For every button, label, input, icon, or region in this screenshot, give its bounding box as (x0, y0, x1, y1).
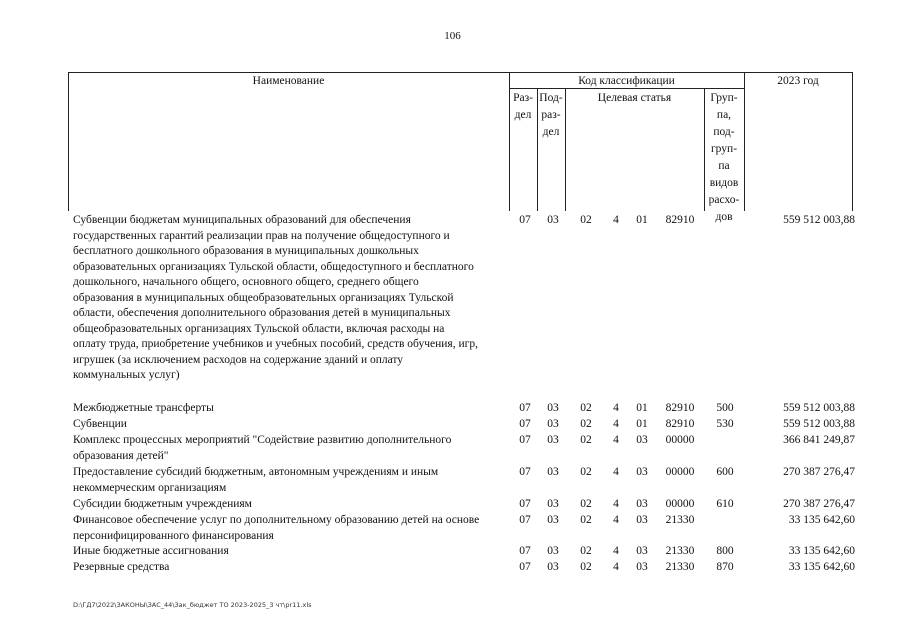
row-expense-group: 800 (716, 545, 734, 557)
row-razdel: 07 (519, 214, 531, 226)
row-amount: 33 135 642,60 (788, 514, 855, 526)
row-target-direction: 82910 (665, 402, 695, 414)
row-razdel: 07 (519, 418, 531, 430)
row-razdel: 07 (519, 434, 531, 446)
file-path-footer: D:\ГД7\2022\ЗАКОНЫ\ЗАС_44\Зак_бюджет ТО 2023-2025_3 чт\pr11.xls (73, 601, 312, 609)
row-target-type: 4 (613, 434, 619, 446)
row-target-type: 4 (613, 561, 619, 573)
row-podrazdel: 03 (547, 214, 559, 226)
row-target-event: 03 (636, 545, 648, 557)
row-podrazdel: 03 (547, 545, 559, 557)
row-target-program: 02 (580, 418, 592, 430)
row-razdel: 07 (519, 402, 531, 414)
row-amount: 270 387 276,47 (783, 466, 855, 478)
row-podrazdel: 03 (547, 434, 559, 446)
row-target-event: 03 (636, 498, 648, 510)
row-name: Финансовое обеспечение услуг по дополнительному образованию детей на основе персонифицированного финансирования (73, 514, 480, 542)
row-name: Резервные средства (73, 561, 170, 573)
row-target-event: 01 (636, 214, 648, 226)
row-target-direction: 00000 (665, 498, 695, 510)
row-amount: 559 512 003,88 (783, 418, 855, 430)
header-year: 2023 год (777, 75, 819, 87)
row-expense-group: 530 (716, 418, 734, 430)
row-razdel: 07 (519, 498, 531, 510)
row-target-program: 02 (580, 434, 592, 446)
header-podrazdel: Под- раз- дел (539, 92, 563, 138)
row-target-type: 4 (613, 402, 619, 414)
row-target-program: 02 (580, 214, 592, 226)
row-podrazdel: 03 (547, 418, 559, 430)
row-target-direction: 82910 (665, 214, 695, 226)
row-target-direction: 00000 (665, 434, 695, 446)
row-razdel: 07 (519, 545, 531, 557)
row-name: Иные бюджетные ассигнования (73, 545, 229, 557)
row-target-program: 02 (580, 402, 592, 414)
header-group: Груп- па, под- груп- па видов расхо- дов (708, 92, 740, 223)
row-target-direction: 00000 (665, 466, 695, 478)
row-amount: 559 512 003,88 (783, 402, 855, 414)
row-target-direction: 21330 (665, 561, 695, 573)
row-target-event: 03 (636, 434, 648, 446)
row-target-event: 01 (636, 418, 648, 430)
row-amount: 33 135 642,60 (788, 561, 855, 573)
row-amount: 33 135 642,60 (788, 545, 855, 557)
row-target-type: 4 (613, 466, 619, 478)
row-target-type: 4 (613, 545, 619, 557)
row-expense-group: 610 (716, 498, 734, 510)
row-name: Субвенции (73, 418, 127, 430)
row-target-type: 4 (613, 498, 619, 510)
row-name: Предоставление субсидий бюджетным, автономным учреждениям и иным некоммерческим организациям (73, 466, 439, 494)
page-number: 106 (444, 30, 461, 42)
row-razdel: 07 (519, 466, 531, 478)
row-target-event: 03 (636, 514, 648, 526)
header-target-article: Целевая статья (597, 92, 672, 104)
row-amount: 270 387 276,47 (783, 498, 855, 510)
row-podrazdel: 03 (547, 498, 559, 510)
row-expense-group: 600 (716, 466, 734, 478)
row-target-type: 4 (613, 514, 619, 526)
row-podrazdel: 03 (547, 514, 559, 526)
row-podrazdel: 03 (547, 402, 559, 414)
row-amount: 559 512 003,88 (783, 214, 855, 226)
row-amount: 366 841 249,87 (783, 434, 855, 446)
row-name: Комплекс процессных мероприятий "Содействие развитию дополнительного образования детей" (73, 434, 452, 462)
row-razdel: 07 (519, 561, 531, 573)
row-target-direction: 21330 (665, 545, 695, 557)
row-target-type: 4 (613, 214, 619, 226)
row-target-event: 01 (636, 402, 648, 414)
row-razdel: 07 (519, 514, 531, 526)
row-name: Субвенции бюджетам муниципальных образований для обеспечения государственных гарантий реализации прав на получение общедоступного и бесплатного дошкольного образования в муниципальных дошкольных образовательных организациях Тульской области, общедоступного и бесплатного дошкольного, начального общего, основного общего, среднего общего образования в муниципальных общеобразовательных организациях Тульской области, обеспечения дополнительного образования детей в муниципальных общеобразовательных организациях Тульской области, включая расходы на оплату труда, приобретение учебников и учебных пособий, средств обучения, игр, игрушек (за исключением расходов на содержание зданий и оплату коммунальных услуг) (73, 214, 478, 381)
row-podrazdel: 03 (547, 561, 559, 573)
row-expense-group: 500 (716, 402, 734, 414)
row-target-program: 02 (580, 561, 592, 573)
header-code-classification: Код классификации (578, 75, 675, 87)
header-name: Наименование (252, 75, 325, 87)
row-name: Субсидии бюджетным учреждениям (73, 498, 252, 510)
header-razdel: Раз- дел (513, 92, 533, 121)
row-expense-group: 870 (716, 561, 734, 573)
row-name: Межбюджетные трансферты (73, 402, 214, 414)
row-target-program: 02 (580, 498, 592, 510)
row-target-program: 02 (580, 545, 592, 557)
row-target-event: 03 (636, 466, 648, 478)
row-target-direction: 82910 (665, 418, 695, 430)
row-target-event: 03 (636, 561, 648, 573)
row-target-direction: 21330 (665, 514, 695, 526)
row-target-type: 4 (613, 418, 619, 430)
row-podrazdel: 03 (547, 466, 559, 478)
row-target-program: 02 (580, 514, 592, 526)
row-target-program: 02 (580, 466, 592, 478)
